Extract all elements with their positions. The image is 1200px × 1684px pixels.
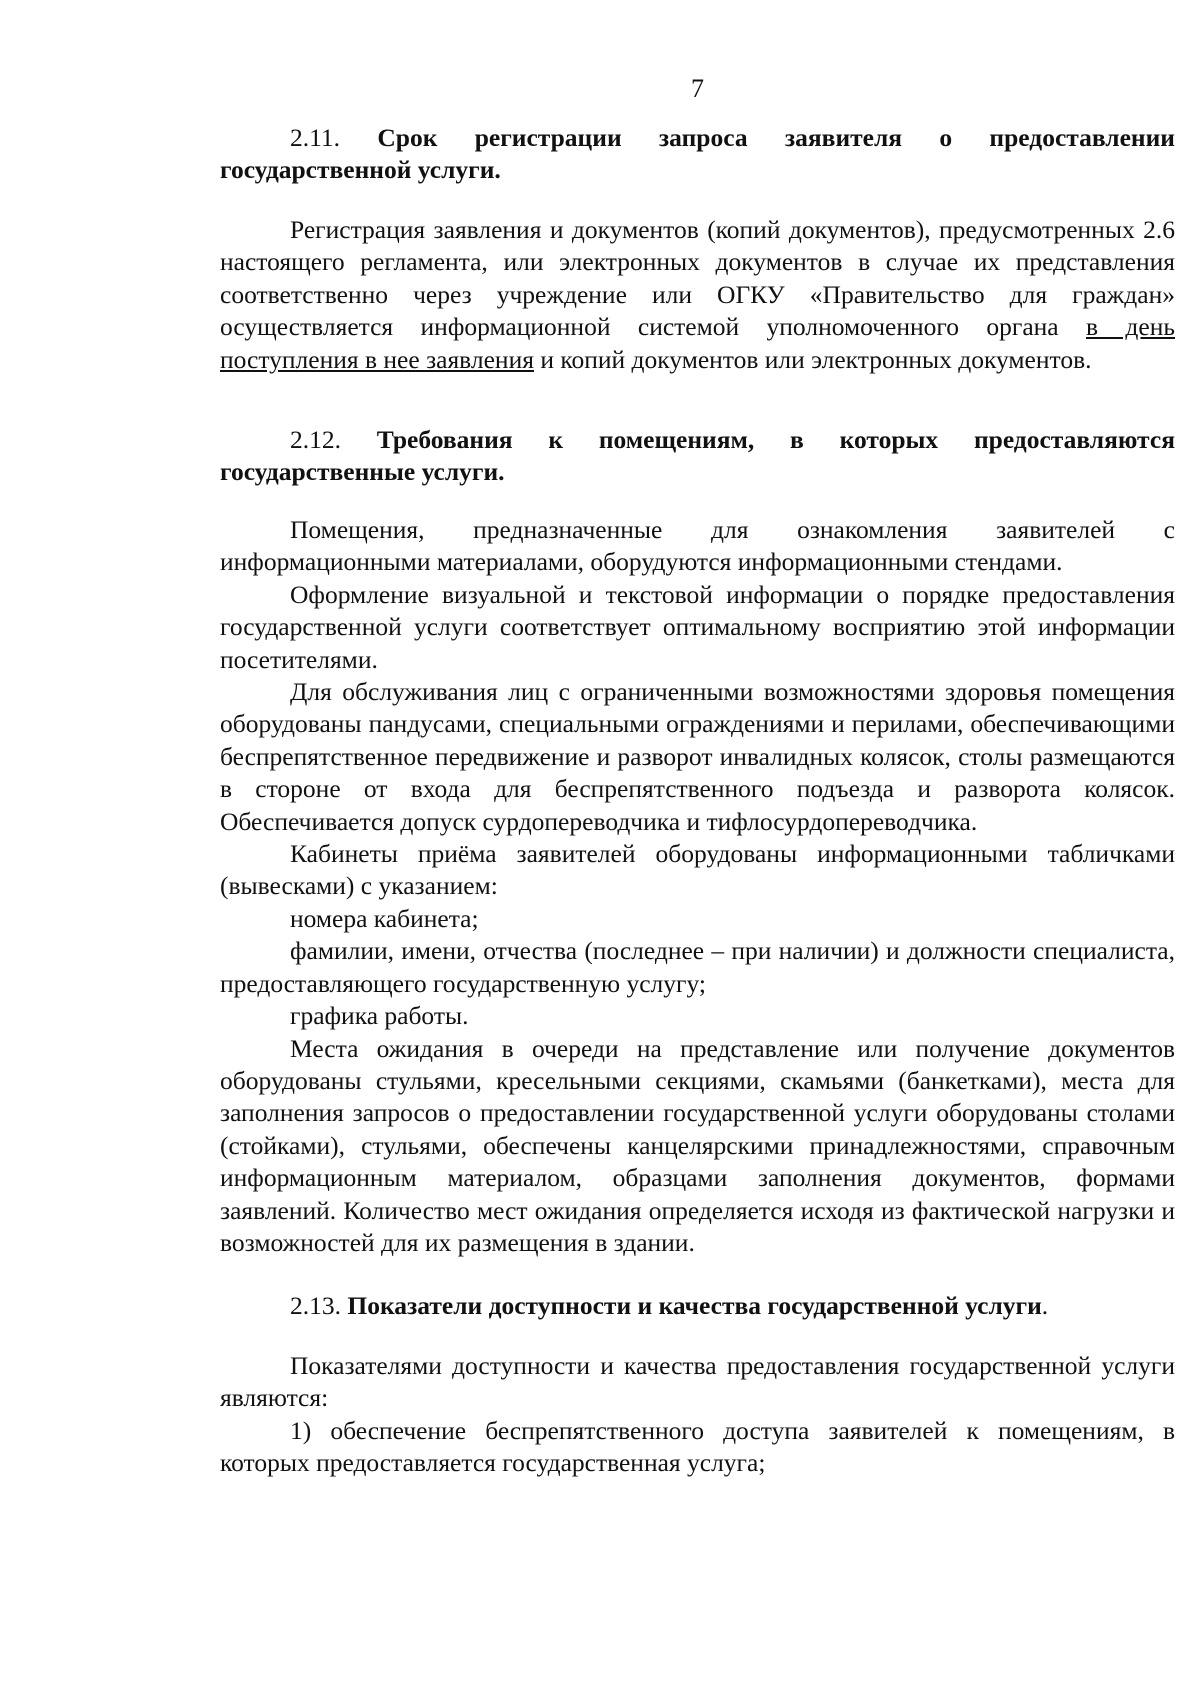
list-item: номера кабинета; bbox=[290, 903, 479, 933]
section-2-11-heading bbox=[220, 122, 1175, 186]
section-title: Срок регистрации запроса заявителя о предоставлении государственной услуги. bbox=[220, 123, 1175, 184]
section-number: 2.12. bbox=[290, 425, 341, 454]
underlined-text: в день поступления в нее заявления bbox=[220, 312, 1175, 374]
section-number: 2.11. bbox=[290, 123, 341, 152]
paragraph: Оформление визуальной и текстовой информации о порядке предоставления государственной услуги соответствует оптимальному восприятию этой информации посетителями. bbox=[220, 579, 1175, 674]
page-number: 7 bbox=[691, 74, 704, 103]
list-item: фамилии, имени, отчества (последнее – при наличии) и должности специалиста, предоставляющего государственную услугу; bbox=[220, 936, 1175, 998]
section-2-13-body bbox=[220, 1350, 1175, 1480]
paragraph: Помещения, предназначенные для ознакомления заявителей с информационными материалами, оборудуются информационными стендами. bbox=[220, 515, 1175, 577]
paragraph: Регистрация заявления и документов (копий документов), предусмотренных 2.6 настоящего регламента, или электронных документов в случае их представления соответственно через учреждение или ОГКУ «Правительство для граждан» осуществляется информационной системой уполномоченного органа в день поступления в нее заявления и копий документов или электронных документов. bbox=[220, 215, 1175, 374]
paragraph: Кабинеты приёма заявителей оборудованы информационными табличками (вывесками) с указанием: bbox=[220, 839, 1175, 901]
section-2-11-body bbox=[220, 214, 1175, 376]
section-2-12-body bbox=[220, 514, 1175, 1259]
paragraph: Показателями доступности и качества предоставления государственной услуги являются: bbox=[220, 1351, 1175, 1413]
paragraph: Места ожидания в очереди на представление или получение документов оборудованы стульями, кресельными секциями, скамьями (банкетками), места для заполнения запросов о предоставлении государственной услуги оборудованы столами (стойками), стульями, обеспечены канцелярскими принадлежностями, справочным информационным материалом, образцами заполнения документов, формами заявлений. Количество мест ожидания определяется исходя из фактической нагрузки и возможностей для их размещения в здании. bbox=[220, 1033, 1175, 1257]
section-title: Показатели доступности и качества государственной услуги bbox=[347, 1291, 1042, 1320]
section-2-12-heading bbox=[220, 424, 1175, 488]
section-number: 2.13. bbox=[290, 1291, 341, 1320]
list-item: 1) обеспечение беспрепятственного доступа заявителей к помещениям, в которых предоставляется государственная услуга; bbox=[220, 1415, 1175, 1478]
list-item: графика работы. bbox=[290, 1001, 469, 1031]
section-2-13-heading: 2.13. Показатели доступности и качества государственной услуги. bbox=[290, 1291, 1049, 1320]
paragraph: Для обслуживания лиц с ограниченными возможностями здоровья помещения оборудованы пандусами, специальными ограждениями и перилами, обеспечивающими беспрепятственное передвижение и разворот инвалидных колясок, столы размещаются в стороне от входа для беспрепятственного подъезда и разворота колясок. Обеспечивается допуск сурдопереводчика и тифлосурдопереводчика. bbox=[220, 677, 1175, 836]
section-title: Требования к помещениям, в которых предоставляются государственные услуги. bbox=[220, 425, 1176, 486]
